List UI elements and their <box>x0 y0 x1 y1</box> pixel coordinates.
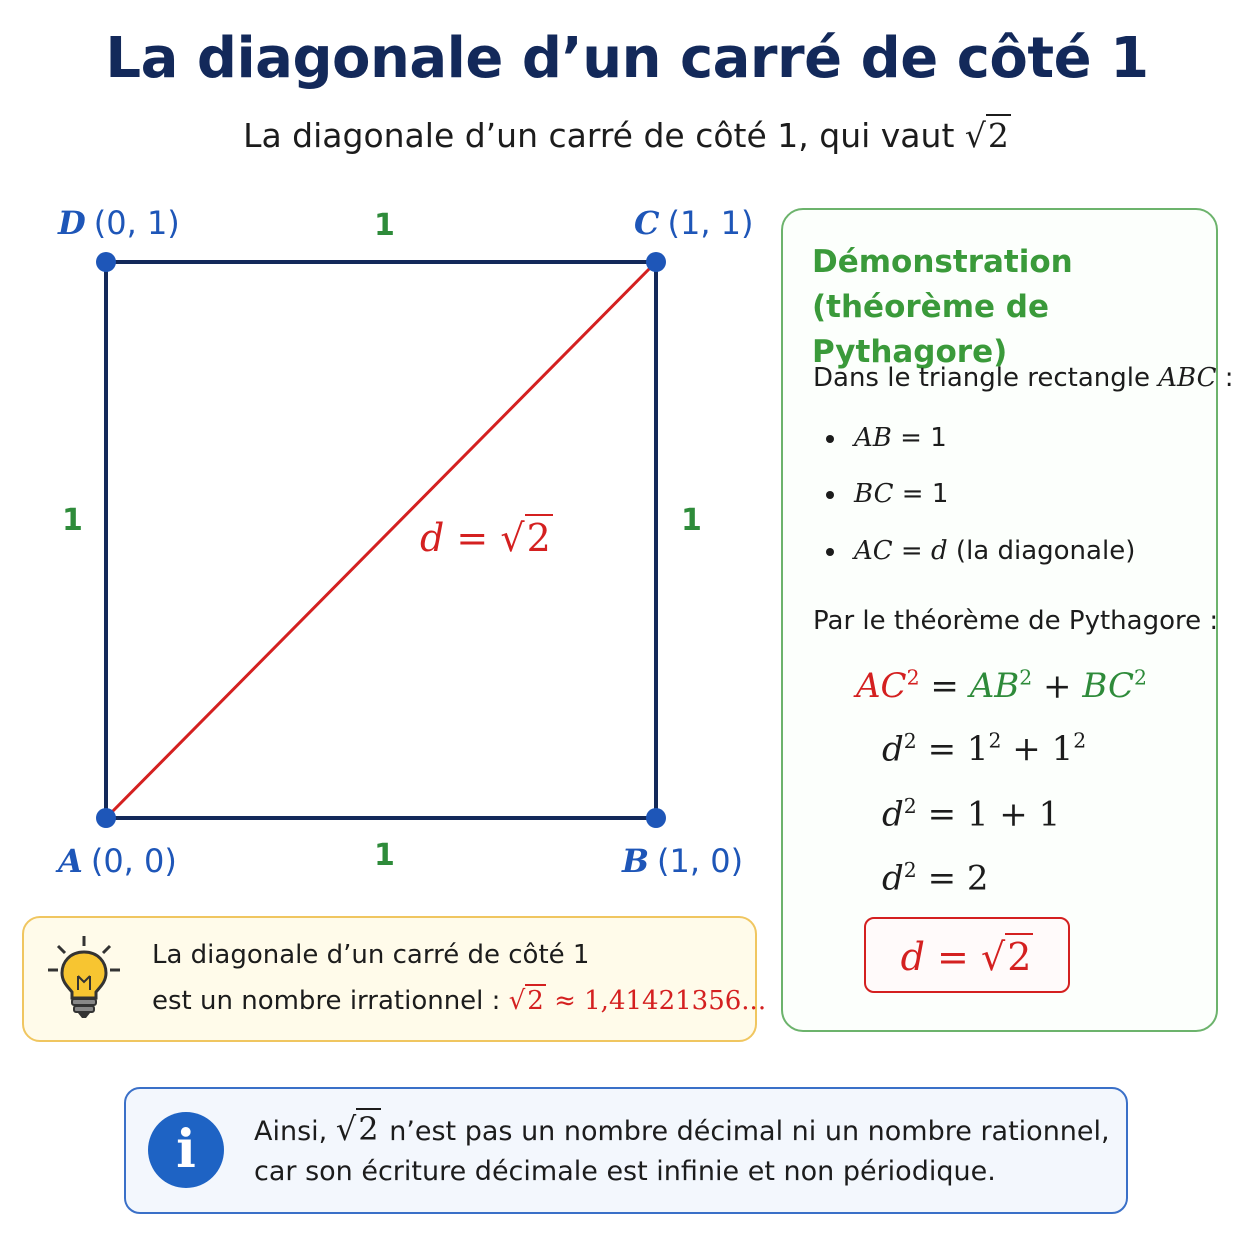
side-label-right: 1 <box>681 503 702 538</box>
note-line-2: est un nombre irrationnel : √2 ≈ 1,41421356... <box>152 986 767 1016</box>
diagonal-ac <box>106 262 656 818</box>
info-line-1: Ainsi, √2 n’est pas un nombre décimal ni un nombre rationnel, <box>254 1110 1110 1148</box>
demonstration-intro: Dans le triangle rectangle ABC : <box>813 363 1234 393</box>
vertex-d-label: D (0, 1) <box>58 204 180 242</box>
info-line-2: car son écriture décimale est infinie et non périodique. <box>254 1156 996 1187</box>
irrational-note <box>22 916 757 1042</box>
vertex-a-point <box>96 808 116 828</box>
square-diagram <box>0 0 770 900</box>
subtitle-text: La diagonale d’un carré de côté 1, qui vaut <box>243 116 955 155</box>
info-box <box>124 1087 1128 1214</box>
diagonal-label: d = √2 <box>420 516 551 560</box>
side-label-bottom: 1 <box>374 838 395 873</box>
vertex-b-point <box>646 808 666 828</box>
info-icon: i <box>148 1112 224 1188</box>
equation-4: $d^2 = 2$ <box>882 858 989 899</box>
equation-2: $d^2 = 1^2 + 1^2$ <box>882 729 1087 770</box>
side-label-left: 1 <box>62 503 83 538</box>
vertex-b-label: B (1, 0) <box>622 842 744 880</box>
vertex-d-point <box>96 252 116 272</box>
result-box: d = √2 <box>864 917 1070 993</box>
subtitle-sqrt: √2 <box>964 116 1009 155</box>
vertex-c-label: C (1, 1) <box>634 204 754 242</box>
pythagore-intro: Par le théorème de Pythagore : <box>813 606 1219 636</box>
page-title: La diagonale d’un carré de côté 1 <box>105 26 1149 91</box>
bullet-bc: BC = 1 <box>826 479 948 509</box>
bullet-ac: AC = d (la diagonale) <box>826 536 1135 566</box>
note-line-1: La diagonale d’un carré de côté 1 <box>152 940 590 970</box>
vertex-c-point <box>646 252 666 272</box>
bullet-ab: AB = 1 <box>826 423 947 453</box>
side-label-top: 1 <box>374 208 395 243</box>
equation-3: $d^2 = 1 + 1$ <box>882 794 1061 835</box>
demonstration-title: Démonstration (théorème de Pythagore) <box>812 244 1073 370</box>
lightbulb-icon <box>44 932 124 1022</box>
equation-1: $AC^2 = AB^2 + BC^2$ <box>856 666 1147 707</box>
vertex-a-label: A (0, 0) <box>58 842 177 880</box>
